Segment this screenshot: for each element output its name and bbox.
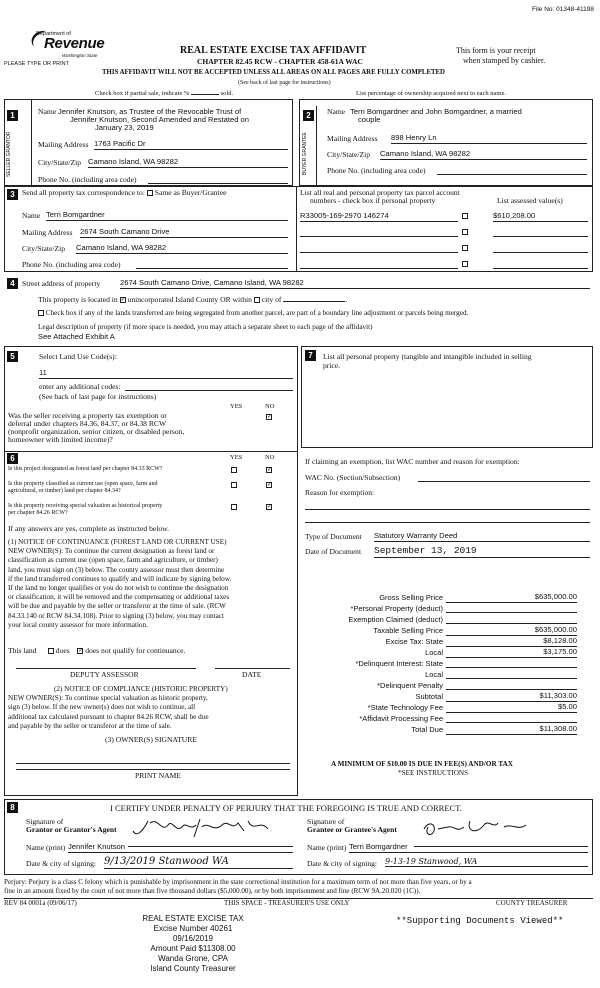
personal-property-checkbox-1[interactable] xyxy=(462,213,468,219)
correspondence-city-state-zip[interactable]: Camano Island, WA 98282 xyxy=(76,244,288,254)
seller-name-line-3[interactable]: January 23, 2019 xyxy=(95,123,154,132)
notice-of-continuance: (1) NOTICE OF CONTINUANCE (FOREST LAND OR CURRENT USE) NEW OWNER(S): To continue the current designation as forest land or classification as current use (open space, farm and agriculture, or timber) land, you must sign on (3) below. The county assessor must then determine if the land transferred continues to qualify and will indicate by signing below. If the land no longer qualifies or you do not wish to continue the designation or classification, it will be removed and the compensating or additional taxes will be due and payable by the seller or transferor at the time of sale. (RCW 84.33.140 or RCW 84.34.108). Prior to signing (3) below, you may contact your local county assessor for more information. xyxy=(8,538,232,629)
correspondence-phone[interactable] xyxy=(136,268,288,269)
property-street-address[interactable]: 2674 South Camano Drive, Camano Island, WA 98282 xyxy=(120,279,590,289)
file-number: File No: 01348-41198 xyxy=(531,6,594,13)
excise-tax-local[interactable]: $3,175.00 xyxy=(446,648,577,658)
grantee-print-name[interactable]: Terri Bomgardner xyxy=(349,843,588,853)
does-not-qualify-checkbox[interactable]: ✓ xyxy=(78,648,84,655)
exemption-no-checkbox[interactable]: ✓ xyxy=(267,414,273,420)
treasurer-stamp: REAL ESTATE EXCISE TAX Excise Number 40261 09/16/2019 Amount Paid $11308.00 Wanda Grone, CPA Island County Treasurer xyxy=(142,914,244,973)
personal-property-checkbox-4[interactable] xyxy=(462,261,468,267)
acceptance-warning: THIS AFFIDAVIT WILL NOT BE ACCEPTED UNLESS ALL AREAS ON ALL PAGES ARE FULLY COMPLETED xyxy=(102,69,445,76)
seller-name-line-2[interactable]: Jennifer Knutson, Second Amended and Restated on xyxy=(70,115,250,124)
exemption-reason[interactable] xyxy=(305,509,590,510)
receipt-note-1: This form is your receipt xyxy=(456,46,536,55)
historic-no-checkbox[interactable]: ✓ xyxy=(267,504,273,510)
grantee-signature-scribble-icon xyxy=(414,815,588,841)
current-use-yes-checkbox[interactable] xyxy=(231,482,237,488)
subtotal[interactable]: $11,303.00 xyxy=(446,692,577,702)
exemption-claimed-deduct[interactable] xyxy=(446,623,577,624)
ownership-pct-note: List percentage of ownership acquired next to each name. xyxy=(356,90,506,97)
state-technology-fee[interactable]: $5.00 xyxy=(446,703,577,713)
buyer-name-line-2[interactable]: couple xyxy=(358,115,381,124)
excise-tax-state[interactable]: $8,128.00 xyxy=(446,637,577,647)
buyer-city-state-zip[interactable]: Camano Island, WA 98282 xyxy=(380,150,587,160)
legal-description[interactable]: See Attached Exhibit A xyxy=(38,332,115,341)
forest-yes-checkbox[interactable] xyxy=(231,467,237,473)
historic-yes-checkbox[interactable] xyxy=(231,504,237,510)
additional-codes[interactable] xyxy=(125,390,293,391)
city-checkbox[interactable] xyxy=(254,297,260,303)
buyer-name-line-1[interactable]: Terri Bomgardner and John Bomgardner, a married xyxy=(350,107,522,116)
document-date[interactable]: September 13, 2019 xyxy=(374,546,590,558)
notice-of-compliance: (2) NOTICE OF COMPLIANCE (HISTORIC PROPERTY) NEW OWNER(S): To continue special valuation as historic property, sign (3) below. If the new owner(s) does not wish to continue, all additional tax calculated pursuant to chapter 84.26 RCW, shall be due and payable by the seller or transferor at the time of sale. xyxy=(8,685,228,730)
personal-property-checkbox-3[interactable] xyxy=(462,245,468,251)
current-use-no-checkbox[interactable]: ✓ xyxy=(267,482,273,488)
treasurer-use-only: THIS SPACE - TREASURER'S USE ONLY xyxy=(224,899,350,907)
property-location: This property is located in ✓ unincorporated Island County OR within city of . xyxy=(38,295,348,304)
grantee-date-city[interactable]: 9-13-19 Stanwood, WA xyxy=(385,857,588,867)
document-type[interactable]: Statutory Warranty Deed xyxy=(374,532,590,542)
see-back-note: (See back of last page for instructions) xyxy=(238,80,331,86)
delinquent-interest-local[interactable] xyxy=(446,678,577,679)
receipt-note-2: when stamped by cashier. xyxy=(463,56,546,65)
segregation-checkbox-label: Check box if any of the lands transferred are being segregated from another parcel, are part of a boundary line adjustment or parcels being merged. xyxy=(38,309,468,317)
unincorporated-checkbox[interactable]: ✓ xyxy=(120,297,126,304)
perjury-notice-2: fine in an amount fixed by the court of not more than five thousand dollars ($5,000.00), or by both imprisonment and fine (RCW 9A.20.020 (1C)). xyxy=(4,887,421,895)
wac-number[interactable] xyxy=(418,481,590,482)
forest-no-checkbox[interactable]: ✓ xyxy=(267,467,273,473)
continuance-qualification: This land does ✓ does not qualify for continuance. xyxy=(8,646,186,655)
partial-sale-label: Check box if partial sale, indicate % sold. xyxy=(95,90,234,97)
seller-mailing-address[interactable]: 1763 Pacific Dr xyxy=(94,140,288,150)
form-revision: REV 84 0001a (09/06/17) xyxy=(4,899,77,907)
buyer-phone[interactable] xyxy=(437,174,587,175)
total-due[interactable]: $11,308.00 xyxy=(446,725,577,735)
taxable-selling-price[interactable]: $635,000.00 xyxy=(446,626,577,636)
type-or-print-note: PLEASE TYPE OR PRINT xyxy=(4,61,70,67)
form-chapter: CHAPTER 82.45 RCW - CHAPTER 458-61A WAC xyxy=(197,57,363,66)
qualifies-checkbox[interactable] xyxy=(48,648,54,654)
send-correspondence-label: Send all property tax correspondence to: Same as Buyer/Grantee xyxy=(22,188,227,197)
correspondence-name[interactable]: Terri Bomgardner xyxy=(46,211,288,221)
supporting-documents-note: **Supporting Documents Viewed** xyxy=(396,916,564,926)
parcel-number[interactable]: R33005-169-2970 146274 xyxy=(300,212,458,222)
perjury-certification: I CERTIFY UNDER PENALTY OF PERJURY THAT THE FOREGOING IS TRUE AND CORRECT. xyxy=(110,803,462,813)
perjury-notice-1: Perjury: Perjury is a class C felony which is punishable by imprisonment in the state correctional institution for a maximum term of not more than five years, or by a xyxy=(4,878,472,886)
seller-phone[interactable] xyxy=(148,183,288,184)
personal-property-checkbox-2[interactable] xyxy=(462,229,468,235)
correspondence-mailing-address[interactable]: 2674 South Camano Drive xyxy=(80,228,288,238)
segregation-checkbox[interactable] xyxy=(38,310,44,316)
county-treasurer-label: COUNTY TREASURER xyxy=(496,899,568,907)
delinquent-penalty[interactable] xyxy=(446,689,577,690)
assessed-value[interactable]: $610,208.00 xyxy=(493,212,588,222)
form-title: REAL ESTATE EXCISE TAX AFFIDAVIT xyxy=(180,45,367,56)
gross-selling-price[interactable]: $635,000.00 xyxy=(446,593,577,603)
grantor-signature-scribble-icon xyxy=(128,815,293,841)
land-use-code[interactable]: 11 xyxy=(39,369,293,379)
see-instructions-note: *SEE INSTRUCTIONS xyxy=(398,769,469,777)
same-as-buyer-checkbox[interactable] xyxy=(147,190,153,196)
seller-name-line-1[interactable]: Jennifer Knutson, as Trustee of the Revocable Trust of xyxy=(58,107,242,116)
grantor-print-name[interactable]: Jennifer Knutson xyxy=(68,843,293,853)
seller-city-state-zip[interactable]: Camano Island, WA 98282 xyxy=(88,158,288,168)
grantor-date-city[interactable]: 9/13/2019 Stanwood WA xyxy=(104,856,293,869)
minimum-fee-note: A MINIMUM OF $10.00 IS DUE IN FEE(S) AND/OR TAX xyxy=(331,760,513,768)
personal-property-deduct[interactable] xyxy=(446,612,577,613)
delinquent-interest-state[interactable] xyxy=(446,667,577,668)
affidavit-processing-fee[interactable] xyxy=(446,722,577,723)
buyer-mailing-address[interactable]: 898 Henry Ln xyxy=(391,134,587,144)
owner-signature-line[interactable] xyxy=(16,763,290,764)
